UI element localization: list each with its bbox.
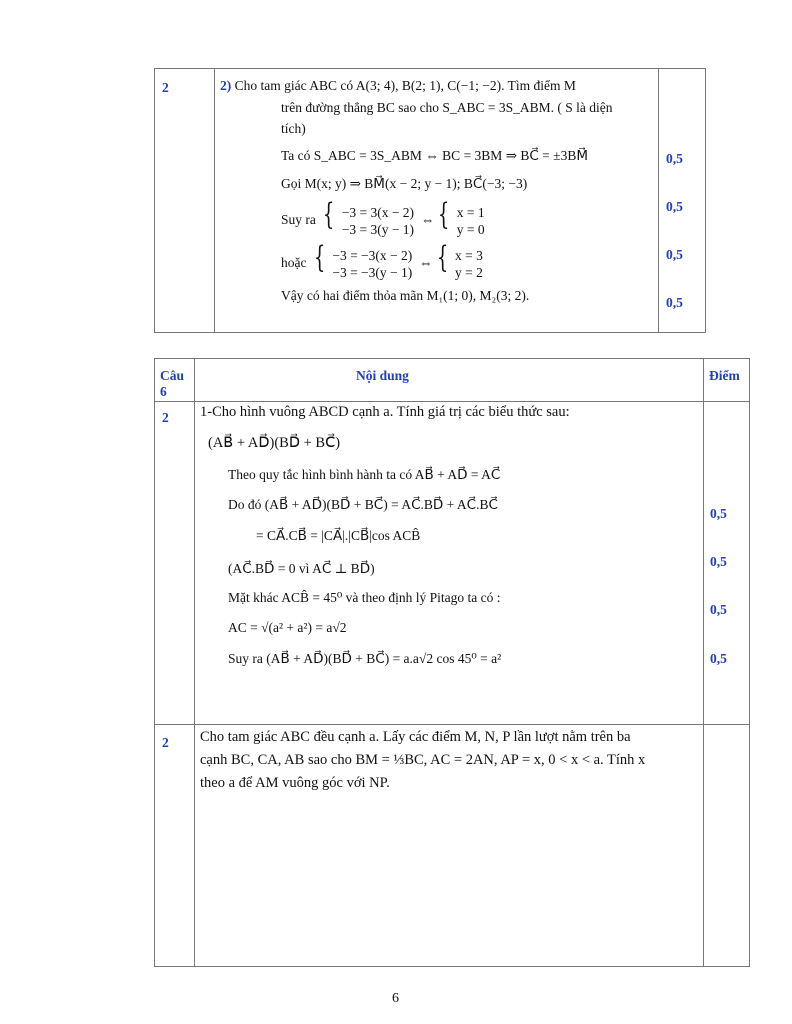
solution-line: (AC⃗.BD⃗ = 0 vì AC⃗ ⊥ BD⃗) — [228, 561, 375, 576]
row-divider — [155, 401, 749, 402]
system-2: hoặc { −3 = −3(x − 2) −3 = −3(y − 1) ⇔ { x = 3 y = 2 — [281, 240, 483, 280]
brace-icon: { — [313, 240, 326, 275]
row-number: 2 — [162, 410, 169, 425]
brace-icon: { — [323, 197, 335, 232]
solution-line: Suy ra (AB⃗ + AD⃗)(BD⃗ + BC⃗) = a.a√2 cos 45⁰ = a² — [228, 651, 502, 666]
step-ratio: Ta có S_ABC = 3S_ABM ⇔ BC = 3BM ⇒ BC⃗ = ±3BM⃗ — [281, 148, 588, 163]
problem-line-2: cạnh BC, CA, AB sao cho BM = ⅓BC, AC = 2AN, AP = x, 0 < x < a. Tính x — [200, 752, 646, 768]
brace-icon: { — [438, 197, 450, 232]
problem-statement: 1-Cho hình vuông ABCD cạnh a. Tính giá trị các biểu thức sau: — [200, 404, 570, 420]
score: 0,5 — [710, 506, 727, 521]
score: 0,5 — [710, 602, 727, 617]
column-divider — [194, 359, 195, 966]
column-divider — [658, 69, 659, 332]
score: 0,5 — [666, 199, 683, 214]
system-1: Suy ra { −3 = 3(x − 2) −3 = 3(y − 1) ⇔ { x = 1 y = 0 — [281, 197, 485, 237]
header-cau: Câu 6 — [160, 368, 185, 399]
problem-statement-line-2: trên đường thẳng BC sao cho S_ABC = 3S_ABM. ( S là diện — [281, 100, 613, 115]
problem-line-3: theo a để AM vuông góc với NP. — [200, 775, 390, 791]
step-conclusion: Vậy có hai điểm thỏa mãn M₁(1; 0), M₂(3; 2). — [281, 288, 530, 303]
brace-icon: { — [436, 240, 448, 275]
column-divider — [214, 69, 215, 332]
problem-expression: (AB⃗ + AD⃗)(BD⃗ + BC⃗) — [208, 435, 341, 451]
solution-line: Mặt khác ACB̂ = 45⁰ và theo định lý Pitago ta có : — [228, 590, 501, 605]
score: 0,5 — [666, 295, 683, 310]
step-coordinates: Gọi M(x; y) ⇒ BM⃗(x − 2; y − 1); BC⃗(−3; −3) — [281, 176, 528, 191]
score: 0,5 — [710, 554, 727, 569]
page-number: 6 — [392, 991, 399, 1006]
problem-statement-line-1: 2) Cho tam giác ABC có A(3; 4), B(2; 1), C(−1; −2). Tìm điểm M — [220, 78, 576, 93]
solution-line: Theo quy tắc hình bình hành ta có AB⃗ + AD⃗ = AC⃗ — [228, 467, 501, 482]
problem-statement-line-3: tích) — [281, 121, 306, 136]
score: 0,5 — [710, 651, 727, 666]
solution-line: AC = √(a² + a²) = a√2 — [228, 620, 347, 635]
solution-line: = CA⃗.CB⃗ = |CA⃗|.|CB⃗|cos ACB̂ — [256, 528, 421, 543]
header-score: Điểm — [709, 368, 740, 383]
header-content: Nội dung — [356, 368, 409, 383]
solution-line: Do đó (AB⃗ + AD⃗)(BD⃗ + BC⃗) = AC⃗.BD⃗ + AC⃗.BC⃗ — [228, 497, 498, 512]
column-divider — [703, 359, 704, 966]
problem-line-1: Cho tam giác ABC đều cạnh a. Lấy các điểm M, N, P lần lượt nằm trên ba — [200, 729, 631, 745]
row-number: 2 — [162, 735, 169, 750]
row-divider — [155, 724, 749, 725]
score: 0,5 — [666, 151, 683, 166]
row-number: 2 — [162, 80, 169, 95]
score: 0,5 — [666, 247, 683, 262]
